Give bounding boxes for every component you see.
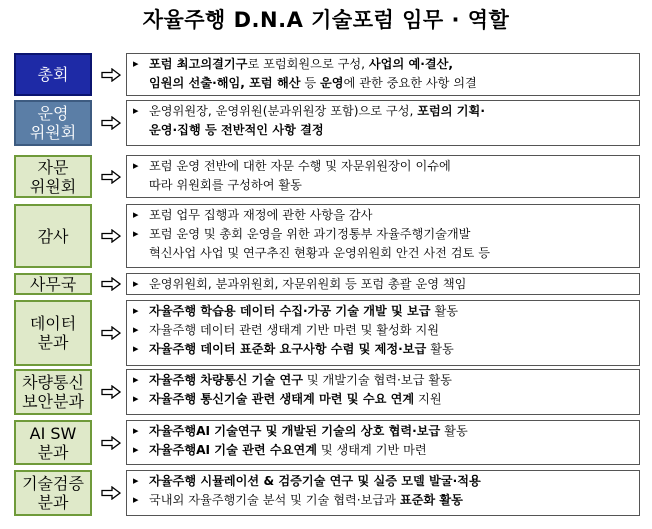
description-line bbox=[133, 340, 635, 359]
description-line bbox=[133, 102, 635, 121]
role-description bbox=[126, 470, 640, 516]
role-description bbox=[126, 273, 640, 295]
description-text: 포럼 운영 및 총회 운영을 위한 과기정통부 자율주행기술개발 bbox=[149, 227, 471, 241]
description-text: 로 포럼회원으로 구성, bbox=[247, 57, 369, 71]
description-line bbox=[133, 390, 635, 409]
description-text: 등 bbox=[300, 76, 321, 90]
arrow-right-icon bbox=[100, 155, 122, 198]
bullet-icon: ▸ bbox=[133, 304, 139, 317]
role-row bbox=[14, 470, 640, 516]
role-row bbox=[14, 155, 640, 198]
description-line bbox=[133, 371, 635, 390]
bullet-icon: ▸ bbox=[133, 392, 139, 405]
description-line bbox=[133, 302, 635, 321]
role-description bbox=[126, 53, 640, 96]
description-text: 자율주행 시뮬레이션 & 검증기술 연구 및 실증 모델 발굴·적용 bbox=[149, 474, 481, 488]
description-line bbox=[133, 244, 635, 263]
description-text: 표준화 활동 bbox=[399, 493, 463, 507]
description-text: 사업의 예·결산, bbox=[368, 57, 454, 71]
role-row bbox=[14, 53, 640, 96]
description-line bbox=[133, 491, 635, 510]
role-description bbox=[126, 420, 640, 465]
role-label: 차량통신 보안분과 bbox=[14, 369, 92, 415]
role-row bbox=[14, 100, 640, 146]
description-text: 및 생태계 기반 마련 bbox=[316, 443, 427, 457]
description-line bbox=[133, 206, 635, 225]
description-line bbox=[133, 157, 635, 176]
description-text: 및 개발기술 협력·보급 활동 bbox=[303, 373, 452, 387]
description-line bbox=[133, 74, 635, 93]
bullet-icon: ▸ bbox=[133, 159, 139, 172]
role-row bbox=[14, 204, 640, 268]
description-line bbox=[133, 121, 635, 140]
role-label: 총회 bbox=[14, 53, 92, 96]
bullet-icon: ▸ bbox=[133, 104, 139, 117]
description-line bbox=[133, 55, 635, 74]
role-description bbox=[126, 204, 640, 268]
bullet-icon: ▸ bbox=[133, 424, 139, 437]
role-label: AI SW 분과 bbox=[14, 420, 92, 465]
arrow-right-icon bbox=[100, 369, 122, 415]
description-text: 운영위원장, 운영위원(분과위원장 포함)으로 구성, bbox=[149, 104, 418, 118]
role-label: 자문 위원회 bbox=[14, 155, 92, 198]
description-line bbox=[133, 225, 635, 244]
description-text: 운영위원회, 분과위원회, 자문위원회 등 포럼 총괄 운영 책임 bbox=[149, 277, 467, 291]
description-text: 자율주행 학습용 데이터 수집·가공 기술 개발 및 보급 bbox=[149, 304, 431, 318]
page-title: 자율주행 D.N.A 기술포럼 임무 · 역할 bbox=[142, 8, 510, 32]
description-text: 운영 bbox=[320, 76, 344, 90]
role-description bbox=[126, 369, 640, 415]
description-text: 포럼 최고의결기구 bbox=[149, 57, 248, 71]
role-label: 기술검증 분과 bbox=[14, 470, 92, 516]
role-label: 사무국 bbox=[14, 273, 92, 295]
role-label: 데이터 분과 bbox=[14, 300, 92, 366]
description-text: 포럼 운영 전반에 대한 자문 수행 및 자문위원장이 이슈에 bbox=[149, 159, 451, 173]
bullet-icon: ▸ bbox=[133, 342, 139, 355]
description-text: 자율주행AI 기술 관련 수요연계 bbox=[149, 443, 317, 457]
description-text: 자율주행 통신기술 관련 생태계 마련 및 수요 연계 bbox=[149, 392, 415, 406]
description-text: 포럼 업무 집행과 재정에 관한 사항을 감사 bbox=[149, 208, 373, 222]
arrow-right-icon bbox=[100, 420, 122, 465]
description-text: 따라 위원회를 구성하여 활동 bbox=[149, 178, 302, 192]
arrow-right-icon bbox=[100, 204, 122, 268]
role-label: 감사 bbox=[14, 204, 92, 268]
role-description bbox=[126, 155, 640, 198]
role-row bbox=[14, 420, 640, 465]
description-text: 자율주행 데이터 관련 생태계 기반 마련 및 활성화 지원 bbox=[149, 323, 440, 337]
description-line bbox=[133, 275, 635, 294]
description-line bbox=[133, 176, 635, 195]
description-text: 활동 bbox=[426, 342, 454, 356]
role-description bbox=[126, 300, 640, 366]
bullet-icon: ▸ bbox=[133, 323, 139, 336]
bullet-icon: ▸ bbox=[133, 493, 139, 506]
description-text: 임원의 선출·해임, 포럼 해산 bbox=[149, 76, 301, 90]
description-text: 혁신사업 사업 및 연구추진 현황과 운영위원회 안건 사전 검토 등 bbox=[149, 246, 490, 260]
description-text: 에 관한 중요한 사항 의결 bbox=[343, 76, 477, 90]
description-text: 자율주행 데이터 표준화 요구사항 수렴 및 제정·보급 bbox=[149, 342, 427, 356]
bullet-icon: ▸ bbox=[133, 443, 139, 456]
bullet-icon: ▸ bbox=[133, 57, 139, 70]
bullet-icon: ▸ bbox=[133, 474, 139, 487]
role-row bbox=[14, 273, 640, 295]
bullet-icon: ▸ bbox=[133, 277, 139, 290]
arrow-right-icon bbox=[100, 300, 122, 366]
arrow-right-icon bbox=[100, 470, 122, 516]
description-line bbox=[133, 321, 635, 340]
arrow-right-icon bbox=[100, 53, 122, 96]
description-line bbox=[133, 441, 635, 460]
description-text: 자율주행AI 기술연구 및 개발된 기술의 상호 협력·보급 bbox=[149, 424, 441, 438]
role-row bbox=[14, 300, 640, 366]
role-row bbox=[14, 369, 640, 415]
description-line bbox=[133, 422, 635, 441]
arrow-right-icon bbox=[100, 100, 122, 146]
description-text: 포럼의 기획· bbox=[417, 104, 485, 118]
role-label: 운영 위원회 bbox=[14, 100, 92, 146]
bullet-icon: ▸ bbox=[133, 208, 139, 221]
description-text: 자율주행 차량통신 기술 연구 bbox=[149, 373, 304, 387]
role-description bbox=[126, 100, 640, 146]
description-text: 지원 bbox=[414, 392, 442, 406]
arrow-right-icon bbox=[100, 273, 122, 295]
description-text: 운영·집행 등 전반적인 사항 결정 bbox=[149, 123, 324, 137]
description-text: 활동 bbox=[430, 304, 458, 318]
bullet-icon: ▸ bbox=[133, 373, 139, 386]
description-line bbox=[133, 472, 635, 491]
bullet-icon: ▸ bbox=[133, 227, 139, 240]
description-text: 국내외 자율주행기술 분석 및 기술 협력·보급과 bbox=[149, 493, 400, 507]
description-text: 활동 bbox=[440, 424, 468, 438]
